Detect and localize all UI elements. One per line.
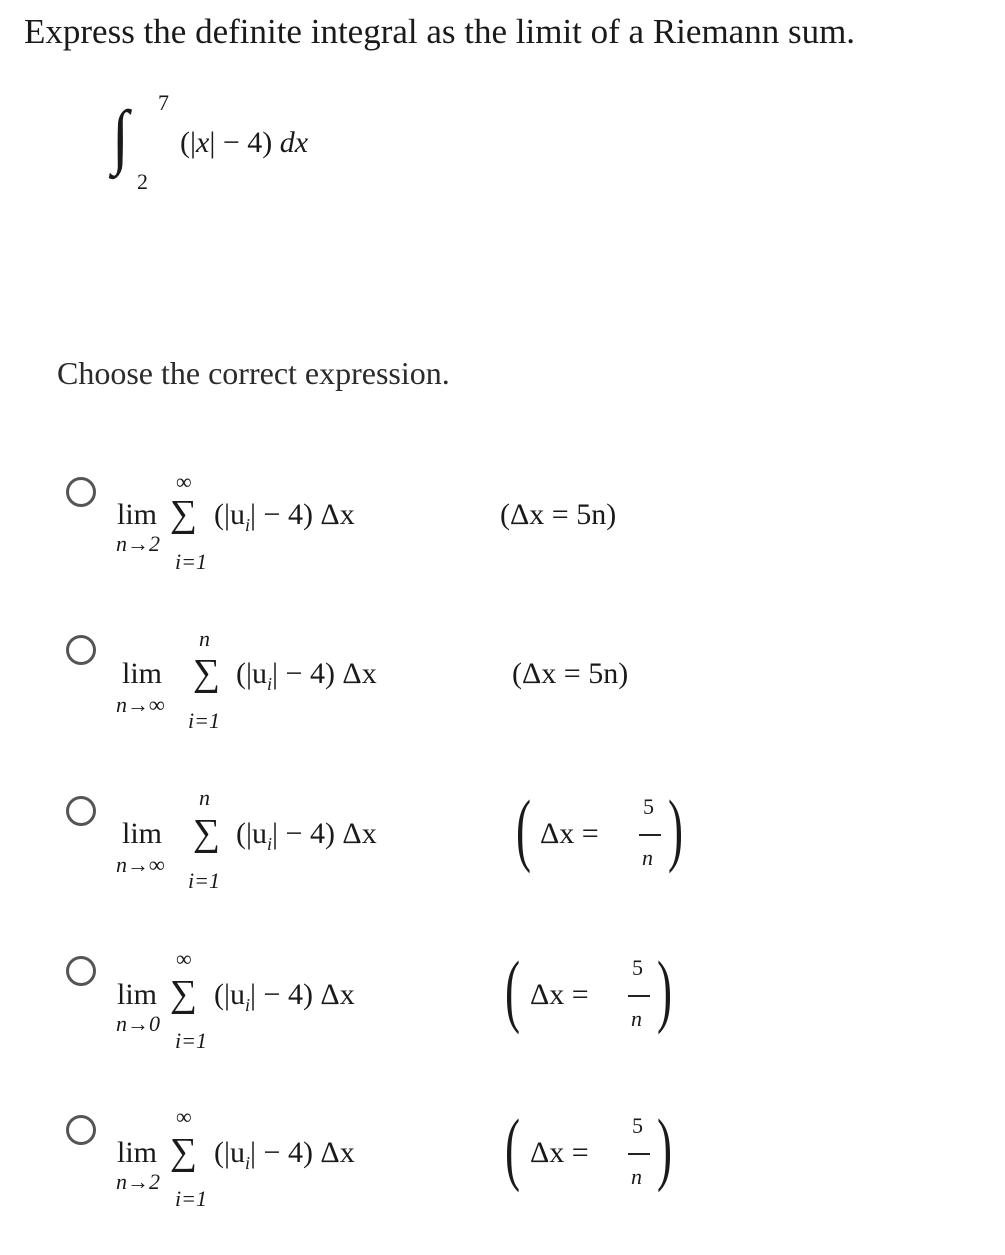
option-2-radio[interactable] <box>66 635 96 665</box>
sum-upper: n <box>199 785 210 810</box>
sum-upper: n <box>199 626 210 651</box>
sigma-icon: ∑ <box>170 493 198 535</box>
lim-label: lim <box>117 1136 158 1169</box>
frac-denominator: n <box>631 1006 642 1031</box>
summand <box>236 657 377 701</box>
sum-lower: i=1 <box>175 549 207 574</box>
sum-lower: i=1 <box>188 868 220 893</box>
frac-denominator: n <box>642 845 653 870</box>
summand <box>236 817 377 861</box>
option-3-radio[interactable] <box>66 796 96 826</box>
question-title: Express the definite integral as the limit of a Riemann sum. <box>24 12 856 51</box>
sum-lower: i=1 <box>188 708 220 733</box>
delta-x-lhs: Δx = <box>540 817 599 850</box>
option-4-radio[interactable] <box>66 956 96 986</box>
sum-upper: ∞ <box>176 1104 192 1129</box>
integrand <box>180 126 308 160</box>
prompt-text: Choose the correct expression. <box>57 355 450 391</box>
summand-sub: i <box>267 674 273 694</box>
sigma-icon: ∑ <box>170 973 198 1015</box>
summand-close: | − 4) Δx <box>250 978 355 1011</box>
integrand-close: | − 4) <box>209 126 280 159</box>
delta-x-def: (Δx = 5n) <box>512 657 629 690</box>
sum-upper: ∞ <box>176 946 192 971</box>
right-paren: ) <box>657 944 673 1035</box>
lim-under: n→∞ <box>116 852 165 877</box>
lim-label: lim <box>117 498 158 531</box>
summand <box>214 498 355 542</box>
right-paren: ) <box>668 783 684 874</box>
summand-open: (|u <box>214 978 245 1011</box>
right-paren: ) <box>657 1102 673 1193</box>
lim-under: n→∞ <box>116 692 165 717</box>
left-paren: ( <box>505 944 521 1035</box>
sigma-icon: ∑ <box>193 652 221 694</box>
option-5-radio[interactable] <box>66 1115 96 1145</box>
left-paren: ( <box>516 783 532 874</box>
sum-lower: i=1 <box>175 1186 207 1211</box>
summand-open: (|u <box>236 817 267 850</box>
integral-sign: ∫ <box>112 96 129 176</box>
summand-open: (|u <box>214 1136 245 1169</box>
integrand-var: x <box>196 126 210 159</box>
summand-close: | − 4) Δx <box>250 498 355 531</box>
sum-upper: ∞ <box>176 469 192 494</box>
sum-lower: i=1 <box>175 1028 207 1053</box>
integral-lower-limit: 2 <box>137 169 148 194</box>
delta-x-def: (Δx = 5n) <box>500 498 617 531</box>
summand-sub: i <box>245 995 251 1015</box>
summand <box>214 1136 355 1180</box>
integrand-open: (| <box>180 126 196 159</box>
frac-denominator: n <box>631 1164 642 1189</box>
summand-sub: i <box>267 834 273 854</box>
lim-label: lim <box>117 978 158 1011</box>
sigma-icon: ∑ <box>193 812 221 854</box>
summand-close: | − 4) Δx <box>272 657 377 690</box>
summand-sub: i <box>245 1153 251 1173</box>
frac-numerator: 5 <box>643 794 654 819</box>
fraction-bar <box>628 995 650 997</box>
frac-numerator: 5 <box>632 1113 643 1138</box>
lim-under: n→2 <box>116 1169 160 1194</box>
lim-under: n→2 <box>116 531 160 556</box>
summand-close: | − 4) Δx <box>272 817 377 850</box>
lim-label: lim <box>122 817 163 850</box>
fraction-bar <box>639 834 661 836</box>
summand-open: (|u <box>236 657 267 690</box>
lim-label: lim <box>122 657 163 690</box>
option-1-radio[interactable] <box>66 477 96 507</box>
integrand-differential: dx <box>279 126 309 159</box>
fraction-bar <box>628 1153 650 1155</box>
summand-close: | − 4) Δx <box>250 1136 355 1169</box>
summand <box>214 978 355 1022</box>
integral-upper-limit: 7 <box>158 90 169 115</box>
delta-x-lhs: Δx = <box>530 978 589 1011</box>
sigma-icon: ∑ <box>170 1131 198 1173</box>
delta-x-lhs: Δx = <box>530 1136 589 1169</box>
frac-numerator: 5 <box>632 955 643 980</box>
summand-sub: i <box>245 515 251 535</box>
left-paren: ( <box>505 1102 521 1193</box>
lim-under: n→0 <box>116 1011 160 1036</box>
summand-open: (|u <box>214 498 245 531</box>
